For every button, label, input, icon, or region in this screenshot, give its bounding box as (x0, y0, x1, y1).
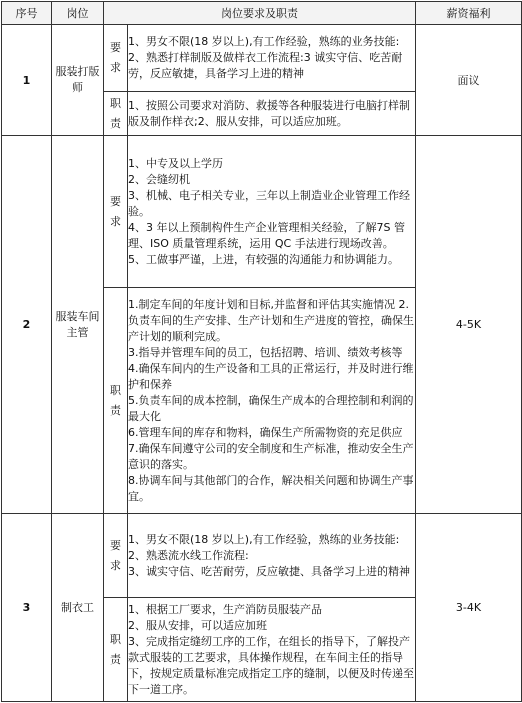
requirements-label: 要 求 (104, 25, 128, 92)
job-1-req-row (2, 25, 522, 92)
duty-item: 3.指导并管理车间的员工，包括招聘、培训、绩效考核等 4.确保车间内的生产设备和工具的正常运行，并及时进行维护和保养 (128, 345, 414, 391)
job-salary: 3-4K (416, 514, 522, 702)
job-number: 2 (2, 136, 52, 514)
duties-content (128, 288, 416, 514)
header-row (2, 2, 522, 25)
requirement-item: 1、中专及以上学历 (128, 156, 223, 170)
duty-item: 6.管理车间的库存和物料，确保生产所需物资的充足供应 7.确保车间遵守公司的安全制度和生产标准，推动安全生产意识的落实。 (128, 425, 414, 471)
duty-item: 1、按照公司要求对消防、救援等各种服装进行电脑打样制版及制作样衣;2、服从安排，可以适应加班。 (128, 98, 410, 128)
header-requirements: 岗位要求及职责 (104, 2, 416, 25)
header-position: 岗位 (52, 2, 104, 25)
duties-label: 职 责 (104, 288, 128, 514)
job-2-req-row (2, 136, 522, 288)
duties-label: 职 责 (104, 92, 128, 136)
job-number: 1 (2, 25, 52, 136)
requirement-item: 1、男女不限(18 岁以上),有工作经验，熟练的业务技能: (128, 35, 400, 48)
job-salary: 面议 (416, 25, 522, 136)
duties-label: 职 责 (104, 598, 128, 702)
duties-content (128, 92, 416, 136)
duties-content (128, 598, 416, 702)
duty-item: 5.负责车间的成本控制，确保生产成本的合理控制和利润的最大化 (128, 393, 414, 423)
requirements-label: 要 求 (104, 514, 128, 598)
requirement-item: 3、机械、电子相关专业，三年以上制造业企业管理工作经验。 (128, 188, 410, 218)
duty-item: 1.制定车间的年度计划和目标,并监督和评估其实施情况 2.负责车间的生产安排、生产计划和生产进度的管控，确保生产计划的顺利完成。 (128, 297, 414, 343)
requirement-item: 3、诚实守信、吃苦耐劳，反应敏捷、具备学习上进的精神 (128, 564, 410, 578)
requirement-item: 2、熟悉打样制版及做样衣工作流程:3 诚实守信、吃苦耐劳，反应敏捷，具备学习上进的精神 (128, 51, 403, 80)
duty-item: 8.协调车间与其他部门的合作，解决相关问题和协调生产事宜。 (128, 473, 414, 503)
job-3-req-row (2, 514, 522, 598)
header-no: 序号 (2, 2, 52, 25)
duty-item: 2、服从安排，可以适应加班 (128, 618, 267, 632)
job-salary: 4-5K (416, 136, 522, 514)
requirements-content (128, 514, 416, 598)
requirements-content (128, 136, 416, 288)
job-position: 服装打版师 (52, 25, 104, 136)
requirement-item: 2、熟悉流水线工作流程: (128, 548, 249, 562)
job-position: 服装车间主管 (52, 136, 104, 514)
job-position: 制衣工 (52, 514, 104, 702)
requirements-content (128, 25, 416, 92)
requirement-item: 1、男女不限(18 岁以上),有工作经验，熟练的业务技能: (128, 532, 400, 546)
header-salary: 薪资福利 (416, 2, 522, 25)
requirements-label: 要 求 (104, 136, 128, 288)
requirement-item: 4、3 年以上预制构件生产企业管理相关经验，了解7S 管理、ISO 质量管理系统，运用 QC 手法进行现场改善。 (128, 220, 405, 250)
duty-item: 1、根据工厂要求，生产消防员服装产品 (128, 602, 322, 616)
job-table (1, 1, 522, 702)
duty-item: 3、完成指定缝纫工序的工作，在组长的指导下，了解投产款式服装的工艺要求，具体操作规程，在车间主任的指导下，按规定质量标准完成指定工序的缝制，以便及时传递至下一道工序。 (128, 634, 414, 696)
requirement-item: 5、工做事严谨，上进，有较强的沟通能力和协调能力。 (128, 252, 399, 266)
requirement-item: 2、会缝纫机 (128, 172, 190, 186)
job-number: 3 (2, 514, 52, 702)
